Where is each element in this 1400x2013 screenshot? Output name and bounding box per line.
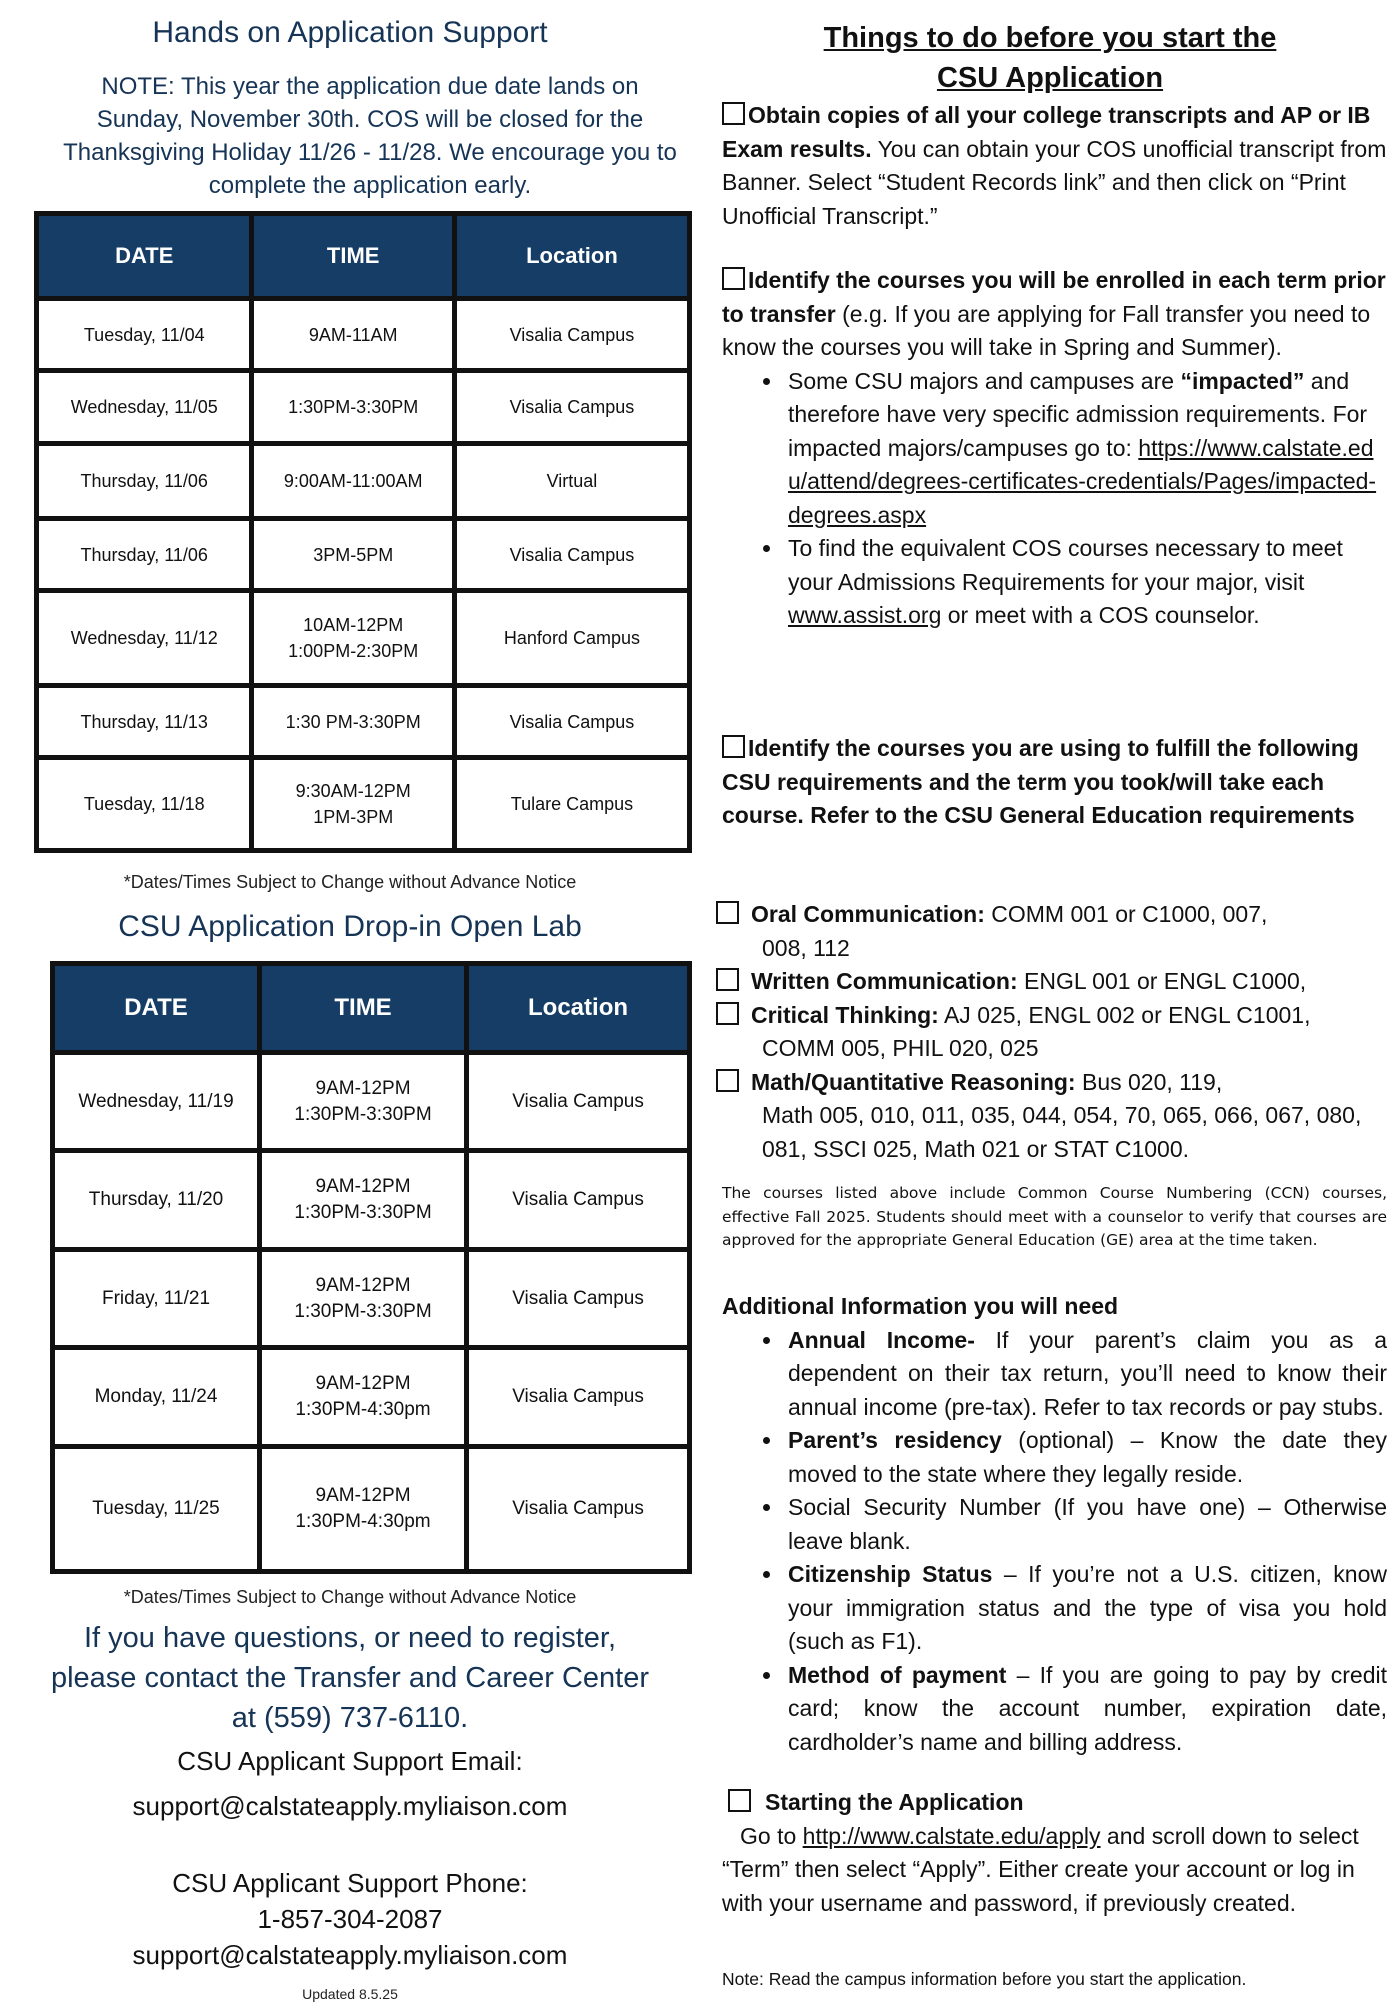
time-slot: 9:30AM-12PM (295, 781, 411, 801)
checklist-title: Things to do before you start the CSU Application (823, 22, 1277, 94)
cell-date: Thursday, 11/20 (53, 1151, 260, 1250)
checkbox-icon[interactable] (716, 968, 739, 991)
header-date: DATE (37, 214, 252, 299)
starting-application-section (722, 1786, 1387, 1920)
time-slot: 9AM-12PM (315, 1176, 411, 1197)
header-location: Location (454, 214, 689, 299)
starting-text-post: and scroll down to select “Term” then select “Apply”. Either create your account or log in with your username and password, if previously created. (722, 1822, 1359, 1916)
cell-time (252, 591, 454, 686)
time-slot: 9AM-12PM (315, 1274, 411, 1296)
assist-text-pre: To find the equivalent COS courses necessary to meet your Admissions Requirements for your major, visit (788, 535, 1343, 595)
starting-text-pre: Go to (740, 1822, 803, 1849)
cell-location: Tulare Campus (454, 758, 689, 851)
ge-item-critical (716, 999, 1391, 1033)
ge-courses: Bus 020, 119, (1075, 1068, 1223, 1095)
support-phone[interactable]: 1-857-304-2087 (257, 1904, 443, 1934)
cell-time (260, 1250, 467, 1348)
time-slot: 1:00PM-2:30PM (288, 641, 419, 661)
time-slot: 1PM-3PM (313, 807, 394, 827)
transcripts-bold: Obtain copies of all your college transcripts and AP or IB Exam results. (722, 102, 1371, 162)
time-slot: 1:30PM-3:30PM (294, 1103, 432, 1125)
impacted-text-post: and therefore have very specific admission requirements. For impacted majors/campuses go to: (788, 367, 1368, 461)
cell-location: Visalia Campus (467, 1348, 690, 1447)
cell-time (252, 444, 454, 519)
time-slot: 1:30 PM-3:30PM (285, 711, 421, 732)
header-location: Location (467, 964, 690, 1053)
cell-location: Visalia Campus (467, 1151, 690, 1250)
header-date: DATE (53, 964, 260, 1053)
time-slot: 1:30PM-3:30PM (288, 397, 419, 417)
time-slot: 9:00AM-11:00AM (283, 471, 423, 491)
header-time: TIME (252, 214, 454, 299)
impacted-bold: “impacted” (1180, 367, 1305, 394)
calstate-apply-link[interactable]: http://www.calstate.edu/apply (802, 1822, 1101, 1849)
table-row (37, 519, 690, 591)
cell-time (260, 1151, 467, 1250)
checklist-item-courses (722, 264, 1387, 633)
checkbox-icon[interactable] (716, 901, 739, 924)
table-row (37, 299, 690, 371)
time-slot: 9AM-12PM (315, 1373, 411, 1394)
impacted-degrees-link[interactable]: https://www.calstate.edu/attend/degrees-certificates-credentials/Pages/impacted-degrees.aspx (788, 434, 1377, 528)
time-slot: 3PM-5PM (313, 544, 394, 565)
time-slot: 1:30PM-3:30PM (294, 1202, 432, 1223)
cell-location: Visalia Campus (467, 1447, 690, 1572)
time-slot: 9AM-11AM (308, 324, 398, 345)
ge-item-written (716, 965, 1391, 999)
cell-time (252, 519, 454, 591)
additional-info-text: – If you’re not a U.S. citizen, know your immigration status and the type of visa you hold (such as F1). (788, 1561, 1388, 1654)
cell-location: Hanford Campus (454, 591, 689, 686)
additional-info-label: Method of payment (788, 1661, 1007, 1688)
support-email[interactable]: support@calstateapply.myliaison.com (132, 1791, 568, 1821)
starting-heading: Starting the Application (765, 1789, 1024, 1815)
time-slot: 1:30PM-4:30pm (295, 1511, 431, 1532)
cell-date: Wednesday, 11/12 (37, 591, 252, 686)
courses-bullets (722, 365, 1387, 633)
cell-time (252, 299, 454, 371)
checkbox-icon[interactable] (728, 1789, 751, 1812)
courses-bold: Identify the courses you will be enrolled in each term prior to transfer (722, 267, 1386, 327)
hands-on-schedule-table (34, 211, 692, 853)
checklist-item-transcripts (722, 99, 1387, 233)
cell-location: Visalia Campus (454, 519, 689, 591)
assist-link[interactable]: www.assist.org (788, 602, 942, 628)
support-email-label: CSU Applicant Support Email: (177, 1746, 523, 1776)
assist-bullet (784, 532, 1387, 633)
additional-info-text: If your parent’s claim you as a dependent on their tax return, you’ll need to know their annual income (pre-tax). Refer to tax records or pay stubs. (788, 1326, 1388, 1420)
time-slot: 9AM-12PM (315, 1077, 411, 1099)
table-row (37, 371, 690, 444)
cell-date: Thursday, 11/13 (37, 686, 252, 758)
ge-item-math-cont: Math 005, 010, 011, 035, 044, 054, 70, 065, 066, 067, 080, 081, SSCI 025, Math 021 or STAT C1000. (762, 1102, 1362, 1162)
additional-info-section (722, 1290, 1387, 1759)
header-time: TIME (260, 964, 467, 1053)
cell-date: Monday, 11/24 (53, 1348, 260, 1447)
ge-item-math (716, 1066, 1391, 1100)
ge-courses: ENGL 001 or ENGL C1000, (1017, 968, 1307, 994)
checkbox-icon[interactable] (722, 102, 745, 125)
additional-info-item (784, 1491, 1387, 1558)
additional-info-heading: Additional Information you will need (722, 1293, 1119, 1319)
time-slot: 1:30PM-4:30pm (295, 1399, 431, 1420)
additional-info-list (722, 1324, 1387, 1760)
table-row (53, 1151, 690, 1250)
cell-time (252, 758, 454, 851)
cell-time (252, 371, 454, 444)
time-slot: 10AM-12PM (303, 615, 404, 635)
transcripts-text: You can obtain your COS unofficial transcript from Banner. Select “Student Records link” and then click on “Print Unofficial Transcript.” (722, 135, 1387, 229)
ge-label: Written Communication: (751, 968, 1018, 994)
cell-location: Visalia Campus (454, 371, 689, 444)
cell-location: Virtual (454, 444, 689, 519)
checkbox-icon[interactable] (716, 1002, 739, 1025)
cell-date: Tuesday, 11/25 (53, 1447, 260, 1572)
table-row (53, 1250, 690, 1348)
time-slot: 1:30PM-3:30PM (294, 1300, 432, 1322)
checklist-item-ge (722, 732, 1387, 833)
cell-time (260, 1447, 467, 1572)
due-date-note: NOTE: This year the application due date lands on Sunday, November 30th. COS will be closed for the Thanksgiving Holiday 11/26 - 11/28. We encourage you to complete the application early. (63, 73, 677, 199)
ge-label: Critical Thinking: (751, 1001, 939, 1028)
additional-info-item (784, 1324, 1387, 1425)
cell-date: Wednesday, 11/19 (53, 1053, 260, 1151)
additional-info-item (784, 1659, 1387, 1760)
additional-info-text: (optional) – Know the date they moved to the state where they legally reside. (788, 1427, 1387, 1487)
cell-date: Tuesday, 11/04 (37, 299, 252, 371)
drop-in-disclaimer: *Dates/Times Subject to Change without Advance Notice (123, 1587, 577, 1607)
cell-date: Thursday, 11/06 (37, 519, 252, 591)
ge-item-oral (716, 898, 1391, 932)
impacted-bullet (784, 365, 1387, 533)
final-note: Note: Read the campus information before you start the application. (722, 1969, 1247, 1989)
table-row (53, 1447, 690, 1572)
contact-message: If you have questions, or need to register, please contact the Transfer and Career Center at (559) 737-6110. (50, 1622, 650, 1734)
cell-location: Visalia Campus (454, 686, 689, 758)
assist-text-post: or meet with a COS counselor. (941, 602, 1260, 628)
drop-in-schedule-table (50, 961, 692, 1574)
ge-courses: AJ 025, ENGL 002 or ENGL C1001, (938, 1001, 1311, 1028)
checkbox-icon[interactable] (722, 735, 745, 758)
support-phone-label: CSU Applicant Support Phone: (172, 1868, 528, 1898)
impacted-text-pre: Some CSU majors and campuses are (788, 367, 1181, 394)
cell-time (252, 686, 454, 758)
cell-time (260, 1348, 467, 1447)
ge-requirements-list (716, 898, 1391, 1166)
table-row (53, 1348, 690, 1447)
additional-info-label: Citizenship Status (788, 1561, 993, 1587)
ge-intro: Identify the courses you are using to fulfill the following CSU requirements and the term you took/will take each course. Refer to the CSU General Education requirements (722, 735, 1359, 828)
table-row (53, 1053, 690, 1151)
cell-date: Friday, 11/21 (53, 1250, 260, 1348)
additional-info-text: – If you are going to pay by credit card; know the account number, expiration date, cardholder’s name and billing address. (788, 1661, 1387, 1755)
table-row (37, 444, 690, 519)
cell-date: Thursday, 11/06 (37, 444, 252, 519)
cell-location: Visalia Campus (467, 1053, 690, 1151)
table-header-row (37, 214, 690, 299)
additional-info-item (784, 1424, 1387, 1491)
additional-info-label: Parent’s residency (788, 1427, 1002, 1453)
courses-text: (e.g. If you are applying for Fall transfer you need to know the courses you will take in Spring and Summer). (722, 300, 1371, 360)
table-row (37, 758, 690, 851)
additional-info-label: Annual Income- (788, 1326, 975, 1353)
ge-item-oral-cont: 008, 112 (762, 934, 850, 961)
checkbox-icon[interactable] (722, 267, 745, 290)
cell-date: Tuesday, 11/18 (37, 758, 252, 851)
additional-info-item (784, 1558, 1387, 1659)
updated-date: Updated 8.5.25 (302, 1986, 398, 2002)
support-email-secondary[interactable]: support@calstateapply.myliaison.com (132, 1940, 568, 1970)
ge-courses: COMM 001 or C1000, 007, (984, 901, 1268, 927)
drop-in-title: CSU Application Drop-in Open Lab (118, 910, 582, 943)
additional-info-text: Social Security Number (If you have one) – Otherwise leave blank. (788, 1494, 1387, 1554)
checkbox-icon[interactable] (716, 1069, 739, 1092)
cell-location: Visalia Campus (467, 1250, 690, 1348)
table-row (37, 686, 690, 758)
ge-item-critical-cont: COMM 005, PHIL 020, 025 (762, 1035, 1039, 1061)
cell-location: Visalia Campus (454, 299, 689, 371)
hands-on-disclaimer: *Dates/Times Subject to Change without Advance Notice (123, 872, 577, 892)
table-row (37, 591, 690, 686)
cell-date: Wednesday, 11/05 (37, 371, 252, 444)
ge-label: Oral Communication: (751, 901, 985, 927)
hands-on-title: Hands on Application Support (152, 16, 548, 49)
ccn-note: The courses listed above include Common Course Numbering (CCN) courses, effective Fall 2025. Students should meet with a counselor to verify that courses are approved for the appropriate General Education (GE) area at the time taken. (722, 1184, 1387, 1249)
table-header-row (53, 964, 690, 1053)
cell-time (260, 1053, 467, 1151)
ge-label: Math/Quantitative Reasoning: (751, 1068, 1076, 1095)
right-column (700, 0, 1400, 2013)
time-slot: 9AM-12PM (315, 1485, 411, 1506)
